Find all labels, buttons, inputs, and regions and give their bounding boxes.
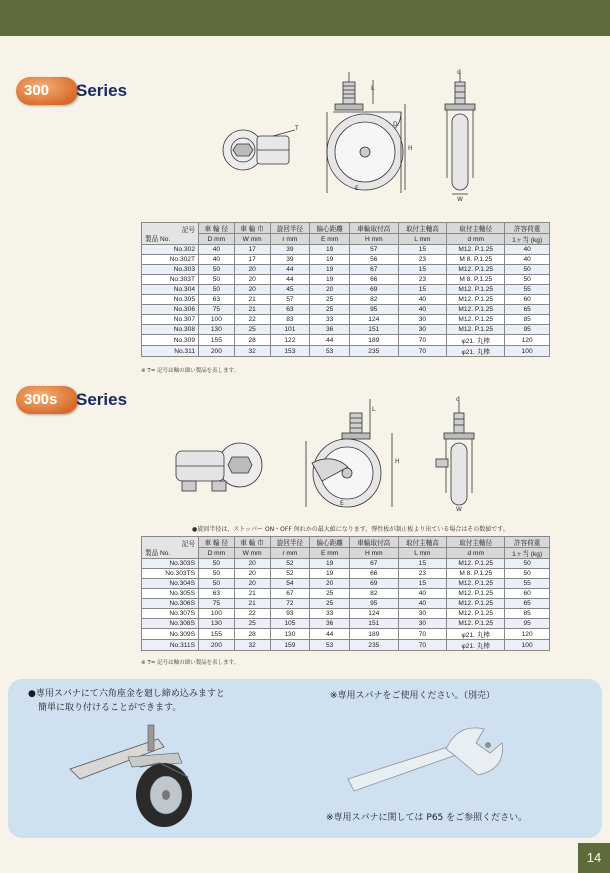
spec-cell: 20 bbox=[234, 265, 270, 275]
spec-cell: 36 bbox=[310, 325, 350, 335]
spec-cell: M 8. P.1.25 bbox=[447, 275, 505, 285]
spec-cell: 55 bbox=[505, 579, 550, 589]
spec-cell: 22 bbox=[234, 315, 270, 325]
series-word: Series bbox=[76, 390, 128, 409]
spec-cell: 50 bbox=[505, 275, 550, 285]
spec-table-300s bbox=[141, 536, 550, 651]
spec-cell: 67 bbox=[270, 589, 310, 599]
header-r: 旋回半径 bbox=[270, 223, 310, 234]
spec-cell: M12. P.1.25 bbox=[447, 325, 505, 335]
spec-cell: 100 bbox=[505, 346, 550, 357]
spec-cell: 124 bbox=[349, 609, 398, 619]
header-shaft: 取付主軸径 bbox=[447, 537, 505, 548]
spec-cell: 50 bbox=[505, 559, 550, 569]
table-row bbox=[142, 285, 550, 295]
spec-cell: 20 bbox=[310, 579, 350, 589]
caster-top-view-stopper bbox=[176, 443, 262, 491]
spec-cell: 23 bbox=[398, 255, 447, 265]
spec-cell: 44 bbox=[270, 275, 310, 285]
spec-cell: 36 bbox=[310, 619, 350, 629]
spec-cell: 95 bbox=[349, 305, 398, 315]
header-r: 旋回半径 bbox=[270, 537, 310, 548]
spec-cell: 75 bbox=[199, 305, 235, 315]
spec-cell: 21 bbox=[234, 589, 270, 599]
spec-cell: 122 bbox=[270, 335, 310, 346]
spec-cell: 15 bbox=[398, 285, 447, 295]
table-row bbox=[142, 619, 550, 629]
header-l: 取付主軸高 bbox=[398, 223, 447, 234]
spec-cell: 54 bbox=[270, 579, 310, 589]
caster-front-view-stopper bbox=[436, 401, 474, 505]
label-d: d bbox=[457, 69, 461, 76]
table-unit-row bbox=[142, 234, 550, 245]
spec-cell: 45 bbox=[270, 285, 310, 295]
spec-cell: 53 bbox=[310, 346, 350, 357]
caster-drawing-300 bbox=[205, 68, 495, 203]
model-number-cell: No.305S bbox=[142, 589, 199, 599]
header-corner bbox=[142, 537, 199, 559]
spec-cell: 151 bbox=[349, 619, 398, 629]
spec-cell: 30 bbox=[398, 609, 447, 619]
spec-cell: 25 bbox=[234, 325, 270, 335]
series-word: Series bbox=[76, 81, 128, 100]
spec-cell: 120 bbox=[505, 335, 550, 346]
header-e: 偏心距離 bbox=[310, 537, 350, 548]
spec-cell: 67 bbox=[349, 265, 398, 275]
table-row bbox=[142, 315, 550, 325]
series-number: 300 bbox=[24, 82, 50, 99]
spec-cell: 20 bbox=[234, 285, 270, 295]
model-number-cell: No.311 bbox=[142, 346, 199, 357]
table-row bbox=[142, 640, 550, 651]
spec-cell: 40 bbox=[505, 255, 550, 265]
table-row bbox=[142, 245, 550, 255]
caster-with-wrench-illustration bbox=[68, 717, 268, 832]
header-e: 偏心距離 bbox=[310, 223, 350, 234]
model-number-cell: No.304S bbox=[142, 579, 199, 589]
table-header-row bbox=[142, 537, 550, 548]
table-row bbox=[142, 589, 550, 599]
spec-cell: φ21. 丸棒 bbox=[447, 335, 505, 346]
spec-cell: 189 bbox=[349, 335, 398, 346]
caster-side-view-stopper bbox=[306, 399, 392, 507]
spec-cell: 105 bbox=[270, 619, 310, 629]
spec-cell: 52 bbox=[270, 559, 310, 569]
spec-cell: 15 bbox=[398, 559, 447, 569]
spec-cell: 53 bbox=[310, 640, 350, 651]
unit-l: L mm bbox=[398, 548, 447, 559]
spec-table-300 bbox=[141, 222, 550, 357]
table-row bbox=[142, 599, 550, 609]
model-number-cell: No.309 bbox=[142, 335, 199, 346]
spec-cell: 63 bbox=[199, 589, 235, 599]
spec-cell: 32 bbox=[234, 346, 270, 357]
spec-cell: 25 bbox=[310, 305, 350, 315]
wrench-illustration bbox=[338, 709, 518, 809]
spec-cell: 19 bbox=[310, 265, 350, 275]
spec-cell: M12. P.1.25 bbox=[447, 245, 505, 255]
spec-cell: 120 bbox=[505, 629, 550, 640]
label-h: H bbox=[408, 145, 413, 152]
label-d: d bbox=[456, 396, 460, 403]
table-unit-row bbox=[142, 548, 550, 559]
spec-cell: 33 bbox=[310, 609, 350, 619]
label-h: H bbox=[395, 458, 400, 465]
model-number-cell: No.303 bbox=[142, 265, 199, 275]
unit-h: H mm bbox=[349, 548, 398, 559]
unit-r: r mm bbox=[270, 234, 310, 245]
spec-cell: 60 bbox=[505, 589, 550, 599]
table-row bbox=[142, 579, 550, 589]
spec-cell: M12. P.1.25 bbox=[447, 579, 505, 589]
spec-cell: 25 bbox=[310, 589, 350, 599]
spec-cell: φ21. 丸棒 bbox=[447, 629, 505, 640]
header-d: 車 輪 径 bbox=[199, 223, 235, 234]
spec-cell: 130 bbox=[270, 629, 310, 640]
spec-cell: 130 bbox=[199, 619, 235, 629]
spec-cell: 44 bbox=[310, 335, 350, 346]
label-w: W bbox=[456, 506, 462, 513]
spec-cell: 28 bbox=[234, 629, 270, 640]
spec-cell: 82 bbox=[349, 295, 398, 305]
header-h: 車輪取付高 bbox=[349, 537, 398, 548]
label-e: E bbox=[340, 500, 344, 507]
spec-cell: φ21. 丸棒 bbox=[447, 346, 505, 357]
spec-cell: 21 bbox=[234, 305, 270, 315]
spec-cell: 44 bbox=[270, 265, 310, 275]
label-l: L bbox=[371, 85, 375, 92]
spec-cell: 50 bbox=[199, 579, 235, 589]
spec-cell: 155 bbox=[199, 629, 235, 640]
caster-drawing-300s bbox=[172, 393, 492, 513]
unit-shaft: d mm bbox=[447, 234, 505, 245]
spec-cell: 19 bbox=[310, 245, 350, 255]
top-band bbox=[0, 0, 610, 36]
caster-side-view bbox=[327, 72, 405, 193]
install-instruction-line1: ●専用スパナにて六角座金を廻し締め込みますと bbox=[28, 689, 225, 699]
spec-cell: 200 bbox=[199, 346, 235, 357]
unit-shaft: d mm bbox=[447, 548, 505, 559]
table-row bbox=[142, 305, 550, 315]
wrench-reference-note: ※専用スパナに関しては P65 をご参照ください。 bbox=[326, 813, 528, 823]
model-number-cell: No.303S bbox=[142, 559, 199, 569]
series-300s-badge bbox=[0, 386, 130, 414]
spec-cell: 22 bbox=[234, 609, 270, 619]
model-number-cell: No.309S bbox=[142, 629, 199, 640]
header-w: 車 輪 巾 bbox=[234, 537, 270, 548]
spec-cell: 151 bbox=[349, 325, 398, 335]
spec-cell: 40 bbox=[398, 599, 447, 609]
table-row bbox=[142, 569, 550, 579]
corner-bottom-label: 製品 No. bbox=[145, 550, 171, 557]
spec-cell: 63 bbox=[270, 305, 310, 315]
corner-bottom-label: 製品 No. bbox=[145, 236, 171, 243]
spec-cell: 23 bbox=[398, 569, 447, 579]
spec-cell: M12. P.1.25 bbox=[447, 295, 505, 305]
model-number-cell: No.303T bbox=[142, 275, 199, 285]
table-row bbox=[142, 346, 550, 357]
spec-cell: 83 bbox=[270, 315, 310, 325]
spec-cell: 65 bbox=[505, 599, 550, 609]
label-dd: D bbox=[393, 121, 398, 128]
spec-cell: 19 bbox=[310, 255, 350, 265]
unit-w: W mm bbox=[234, 548, 270, 559]
unit-d: D mm bbox=[199, 548, 235, 559]
spec-cell: 40 bbox=[398, 295, 447, 305]
spec-cell: M 8. P.1.25 bbox=[447, 255, 505, 265]
spec-cell: 40 bbox=[505, 245, 550, 255]
table-row bbox=[142, 609, 550, 619]
spec-cell: M12. P.1.25 bbox=[447, 265, 505, 275]
page-number: 14 bbox=[578, 843, 610, 873]
table-row bbox=[142, 559, 550, 569]
spec-cell: 40 bbox=[398, 589, 447, 599]
spec-cell: 33 bbox=[310, 315, 350, 325]
spec-cell: 20 bbox=[310, 285, 350, 295]
model-number-cell: No.308S bbox=[142, 619, 199, 629]
spec-cell: 200 bbox=[199, 640, 235, 651]
spec-cell: 67 bbox=[349, 559, 398, 569]
spec-cell: 70 bbox=[398, 346, 447, 357]
spec-cell: 50 bbox=[199, 559, 235, 569]
spec-cell: M12. P.1.25 bbox=[447, 559, 505, 569]
table-row bbox=[142, 629, 550, 640]
spec-cell: M12. P.1.25 bbox=[447, 315, 505, 325]
spec-cell: M12. P.1.25 bbox=[447, 589, 505, 599]
spec-cell: 15 bbox=[398, 579, 447, 589]
header-load: 許容荷重 bbox=[505, 223, 550, 234]
spec-cell: 85 bbox=[505, 315, 550, 325]
spec-cell: M12. P.1.25 bbox=[447, 609, 505, 619]
spec-cell: 28 bbox=[234, 335, 270, 346]
spec-cell: 189 bbox=[349, 629, 398, 640]
label-l: L bbox=[372, 406, 376, 413]
spec-cell: 30 bbox=[398, 315, 447, 325]
radius-note: ●旋回半径は、ストッパー ON・OFF 何れかの最大値になります。弾性板が制止板より出ている場合はその数値です。 bbox=[192, 526, 509, 533]
spec-cell: 75 bbox=[199, 599, 235, 609]
spec-cell: 72 bbox=[270, 599, 310, 609]
spec-cell: 50 bbox=[505, 265, 550, 275]
spec-cell: M12. P.1.25 bbox=[447, 599, 505, 609]
spec-cell: 50 bbox=[199, 285, 235, 295]
spec-cell: M12. P.1.25 bbox=[447, 619, 505, 629]
spec-cell: 19 bbox=[310, 559, 350, 569]
spec-cell: 70 bbox=[398, 629, 447, 640]
spec-cell: 100 bbox=[505, 640, 550, 651]
header-load: 許容荷重 bbox=[505, 537, 550, 548]
spec-cell: 50 bbox=[199, 265, 235, 275]
spec-cell: 30 bbox=[398, 325, 447, 335]
spec-cell: 57 bbox=[349, 245, 398, 255]
table-row bbox=[142, 255, 550, 265]
spec-cell: 70 bbox=[398, 335, 447, 346]
unit-load: 1ヶ当 (kg) bbox=[505, 234, 550, 245]
model-number-cell: No.308 bbox=[142, 325, 199, 335]
spec-cell: 235 bbox=[349, 640, 398, 651]
spec-cell: 95 bbox=[349, 599, 398, 609]
label-w: W bbox=[457, 196, 463, 203]
wrench-required-note: ※専用スパナをご使用ください。（別売） bbox=[330, 691, 496, 701]
spec-cell: 32 bbox=[234, 640, 270, 651]
header-shaft: 取付主軸径 bbox=[447, 223, 505, 234]
corner-top-label: 記号 bbox=[181, 227, 195, 234]
header-l: 取付主軸高 bbox=[398, 537, 447, 548]
spec-cell: 69 bbox=[349, 579, 398, 589]
spec-cell: 39 bbox=[270, 245, 310, 255]
spec-cell: 25 bbox=[310, 599, 350, 609]
spec-cell: 153 bbox=[270, 346, 310, 357]
spec-cell: 39 bbox=[270, 255, 310, 265]
table2-note: ※ T= 記号は軸の細い製品を表します。 bbox=[141, 660, 240, 666]
spec-cell: M 8. P.1.25 bbox=[447, 569, 505, 579]
model-number-cell: No.306 bbox=[142, 305, 199, 315]
spec-cell: 25 bbox=[234, 619, 270, 629]
spec-cell: 21 bbox=[234, 599, 270, 609]
table-header-row bbox=[142, 223, 550, 234]
spec-cell: 40 bbox=[398, 305, 447, 315]
spec-cell: φ21. 丸棒 bbox=[447, 640, 505, 651]
spec-cell: 23 bbox=[398, 275, 447, 285]
spec-cell: M12. P.1.25 bbox=[447, 285, 505, 295]
unit-l: L mm bbox=[398, 234, 447, 245]
spec-cell: 20 bbox=[234, 569, 270, 579]
spec-cell: 65 bbox=[505, 305, 550, 315]
spec-cell: 19 bbox=[310, 569, 350, 579]
model-number-cell: No.307 bbox=[142, 315, 199, 325]
spec-cell: 63 bbox=[199, 295, 235, 305]
model-number-cell: No.302 bbox=[142, 245, 199, 255]
spec-cell: 19 bbox=[310, 275, 350, 285]
spec-cell: 20 bbox=[234, 559, 270, 569]
header-w: 車 輪 巾 bbox=[234, 223, 270, 234]
header-corner bbox=[142, 223, 199, 245]
spec-cell: 70 bbox=[398, 640, 447, 651]
unit-d: D mm bbox=[199, 234, 235, 245]
model-number-cell: No.305 bbox=[142, 295, 199, 305]
spec-cell: 100 bbox=[199, 609, 235, 619]
spec-cell: 130 bbox=[199, 325, 235, 335]
model-number-cell: No.306S bbox=[142, 599, 199, 609]
spec-cell: 95 bbox=[505, 619, 550, 629]
model-number-cell: No.302T bbox=[142, 255, 199, 265]
unit-h: H mm bbox=[349, 234, 398, 245]
unit-e: E mm bbox=[310, 548, 350, 559]
spec-cell: 50 bbox=[199, 275, 235, 285]
spec-cell: 25 bbox=[310, 295, 350, 305]
table-row bbox=[142, 295, 550, 305]
unit-e: E mm bbox=[310, 234, 350, 245]
spec-cell: 55 bbox=[505, 285, 550, 295]
spec-cell: 21 bbox=[234, 295, 270, 305]
table-row bbox=[142, 335, 550, 346]
spec-cell: 155 bbox=[199, 335, 235, 346]
spec-cell: 40 bbox=[199, 255, 235, 265]
spec-cell: 17 bbox=[234, 245, 270, 255]
spec-cell: 159 bbox=[270, 640, 310, 651]
caster-front-view bbox=[445, 72, 475, 194]
spec-cell: 66 bbox=[349, 569, 398, 579]
spec-cell: 101 bbox=[270, 325, 310, 335]
spec-cell: 95 bbox=[505, 325, 550, 335]
spec-cell: 40 bbox=[199, 245, 235, 255]
wrench-info-panel bbox=[8, 679, 602, 838]
spec-cell: 44 bbox=[310, 629, 350, 640]
spec-cell: 52 bbox=[270, 569, 310, 579]
unit-load: 1ヶ当 (kg) bbox=[505, 548, 550, 559]
series-300-badge bbox=[0, 77, 130, 105]
spec-cell: 50 bbox=[199, 569, 235, 579]
spec-cell: 56 bbox=[349, 255, 398, 265]
table1-note: ※ T= 記号は軸の細い製品を表します。 bbox=[141, 368, 240, 374]
spec-cell: 17 bbox=[234, 255, 270, 265]
model-number-cell: No.311S bbox=[142, 640, 199, 651]
model-number-cell: No.307S bbox=[142, 609, 199, 619]
spec-cell: 60 bbox=[505, 295, 550, 305]
spec-cell: 82 bbox=[349, 589, 398, 599]
table-row bbox=[142, 325, 550, 335]
spec-cell: M12. P.1.25 bbox=[447, 305, 505, 315]
series-number: 300s bbox=[24, 391, 58, 408]
spec-cell: 124 bbox=[349, 315, 398, 325]
spec-cell: 20 bbox=[234, 275, 270, 285]
model-number-cell: No.304 bbox=[142, 285, 199, 295]
header-h: 車輪取付高 bbox=[349, 223, 398, 234]
spec-cell: 235 bbox=[349, 346, 398, 357]
spec-cell: 93 bbox=[270, 609, 310, 619]
spec-cell: 30 bbox=[398, 619, 447, 629]
spec-cell: 20 bbox=[234, 579, 270, 589]
table-row bbox=[142, 265, 550, 275]
spec-cell: 66 bbox=[349, 275, 398, 285]
model-number-cell: No.303TS bbox=[142, 569, 199, 579]
spec-cell: 15 bbox=[398, 265, 447, 275]
spec-cell: 57 bbox=[270, 295, 310, 305]
spec-cell: 100 bbox=[199, 315, 235, 325]
unit-r: r mm bbox=[270, 548, 310, 559]
label-t: T bbox=[295, 125, 299, 132]
table-row bbox=[142, 275, 550, 285]
unit-w: W mm bbox=[234, 234, 270, 245]
label-e: E bbox=[355, 185, 359, 192]
spec-cell: 15 bbox=[398, 245, 447, 255]
header-d: 車 輪 径 bbox=[199, 537, 235, 548]
caster-top-view bbox=[223, 130, 295, 170]
spec-cell: 85 bbox=[505, 609, 550, 619]
install-instruction-line2: 簡単に取り付けることができます。 bbox=[38, 703, 182, 713]
spec-cell: 50 bbox=[505, 569, 550, 579]
corner-top-label: 記号 bbox=[181, 541, 195, 548]
spec-cell: 69 bbox=[349, 285, 398, 295]
